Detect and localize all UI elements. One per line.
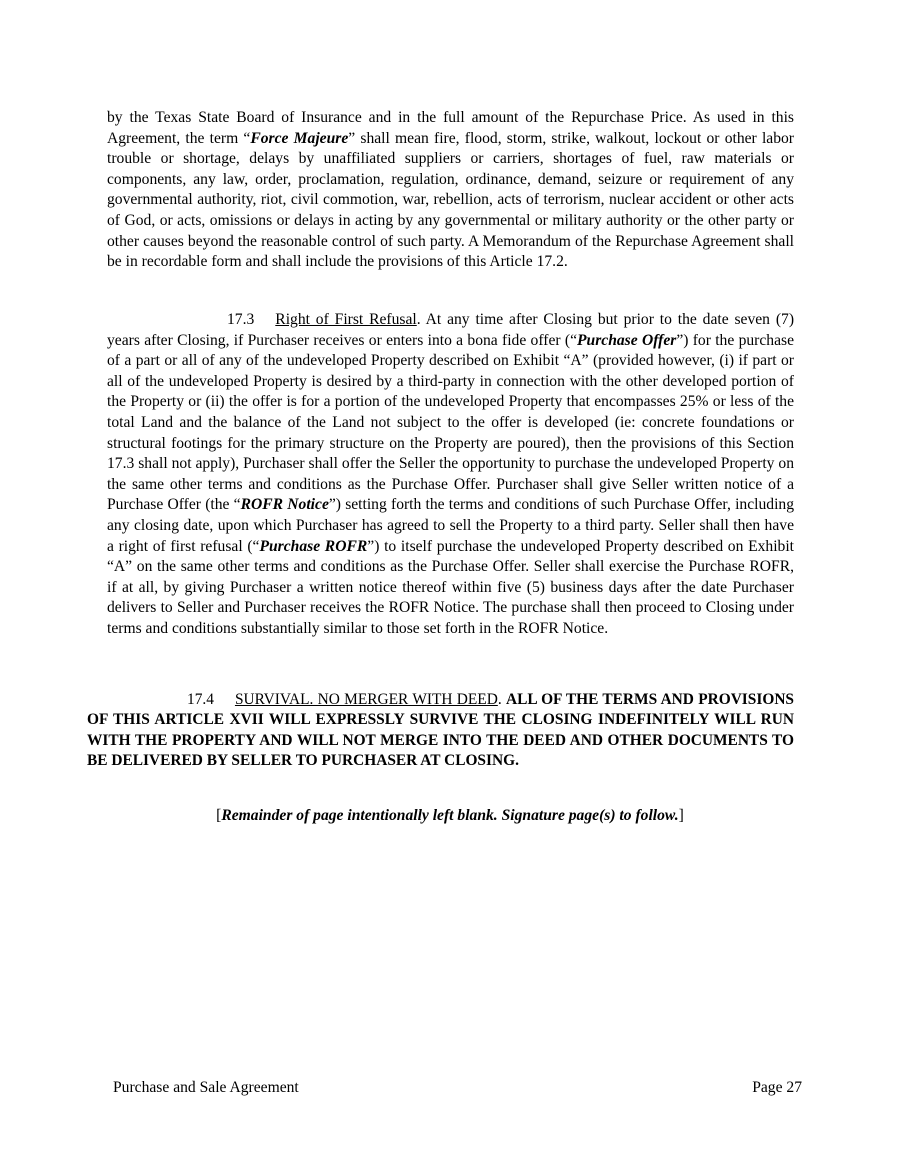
section-number: 17.4 [187, 691, 214, 708]
remainder-note-text: Remainder of page intentionally left blank. Signature page(s) to follow. [221, 807, 679, 824]
paragraph-text: by the Texas State Board of Insurance and in the full amount of the Repurchase Price. As used in this Agreement, the term “ [107, 109, 794, 147]
defined-term-force-majeure: Force Majeure [250, 129, 349, 147]
heading-period: . [497, 691, 502, 708]
section-17-3 [107, 310, 794, 640]
remainder-note [0, 807, 900, 825]
defined-term-purchase-rofr: Purchase ROFR [259, 537, 368, 555]
section-number: 17.3 [227, 311, 255, 328]
section-heading: Right of First Refusal [275, 311, 417, 328]
paragraph-text: ”) to itself purchase the undeveloped Property described on Exhibit “A” on the same other terms and conditions as the Purchase Offer. Seller shall exercise the Purchase ROFR, if at all, by giving Purchaser a written notice thereof within five (5) business days after the date Purchaser delivers to Seller and Purchaser receives the ROFR Notice. The purchase shall then proceed to Closing under terms and conditions substantially similar to those set forth in the ROFR Notice. [107, 537, 795, 637]
paragraph-text: ”) for the purchase of a part or all of any of the undeveloped Property described on Exhibit “A” (provided however, (i) if part or all of the undeveloped Property is desired by a third-party in connection with the other developed portion of the Property or (ii) the offer is for a portion of the undeveloped Property that encompasses 25% or less of the total Land and the balance of the Land not subject to the offer is developed (ie: concrete foundations or structural footings for the primary structure on the Property are poured), then the provisions of this Section 17.3 shall not apply), Purchaser shall offer the Seller the opportunity to purchase the undeveloped Property on the same other terms and conditions as the Purchase Offer. Purchaser shall give Seller written notice of a Purchase Offer (the “ [107, 331, 794, 514]
section-heading: SURVIVAL. NO MERGER WITH DEED [234, 691, 498, 708]
paragraph-force-majeure [107, 108, 794, 273]
paragraph-text: ” shall mean fire, flood, storm, strike, walkout, lockout or other labor trouble or shortage, delays by unaffiliated suppliers or carriers, shortages of fuel, raw materials or components, any law, order, proclamation, regulation, ordinance, demand, seizure or requirement of any governmental authority, riot, civil commotion, war, rebellion, acts of terrorism, nuclear accident or other acts of God, or acts, omissions or delays in acting by any governmental or military authority or the other party or other causes beyond the reasonable control of such party. A Memorandum of the Repurchase Agreement shall be in recordable form and shall include the provisions of this Article 17.2. [107, 129, 794, 271]
footer-page-number: Page 27 [752, 1079, 802, 1096]
bracket-close: ] [678, 807, 684, 824]
paragraph-text: ”) setting forth the terms and conditions of such Purchase Offer, including any closing date, upon which Purchaser has agreed to sell the Property to a third party. Seller shall then have a right of first refusal (“ [107, 496, 794, 555]
paragraph-text: . At any time after Closing but prior to the date seven (7) years after Closing, if Purchaser receives or enters into a bona fide offer (“ [107, 311, 795, 349]
section-body-bold: ALL OF THE TERMS AND PROVISIONS OF THIS ARTICLE XVII WILL EXPRESSLY SURVIVE THE CLOSING INDEFINITELY WILL RUN WITH THE PROPERTY AND WILL NOT MERGE INTO THE DEED AND OTHER DOCUMENTS TO BE DELIVERED BY SELLER TO PURCHASER AT CLOSING. [87, 691, 794, 770]
defined-term-purchase-offer: Purchase Offer [577, 331, 677, 349]
section-17-4 [87, 690, 794, 772]
footer-title: Purchase and Sale Agreement [113, 1079, 299, 1096]
defined-term-rofr-notice: ROFR Notice [240, 496, 329, 514]
bracket-open: [ [216, 807, 222, 824]
